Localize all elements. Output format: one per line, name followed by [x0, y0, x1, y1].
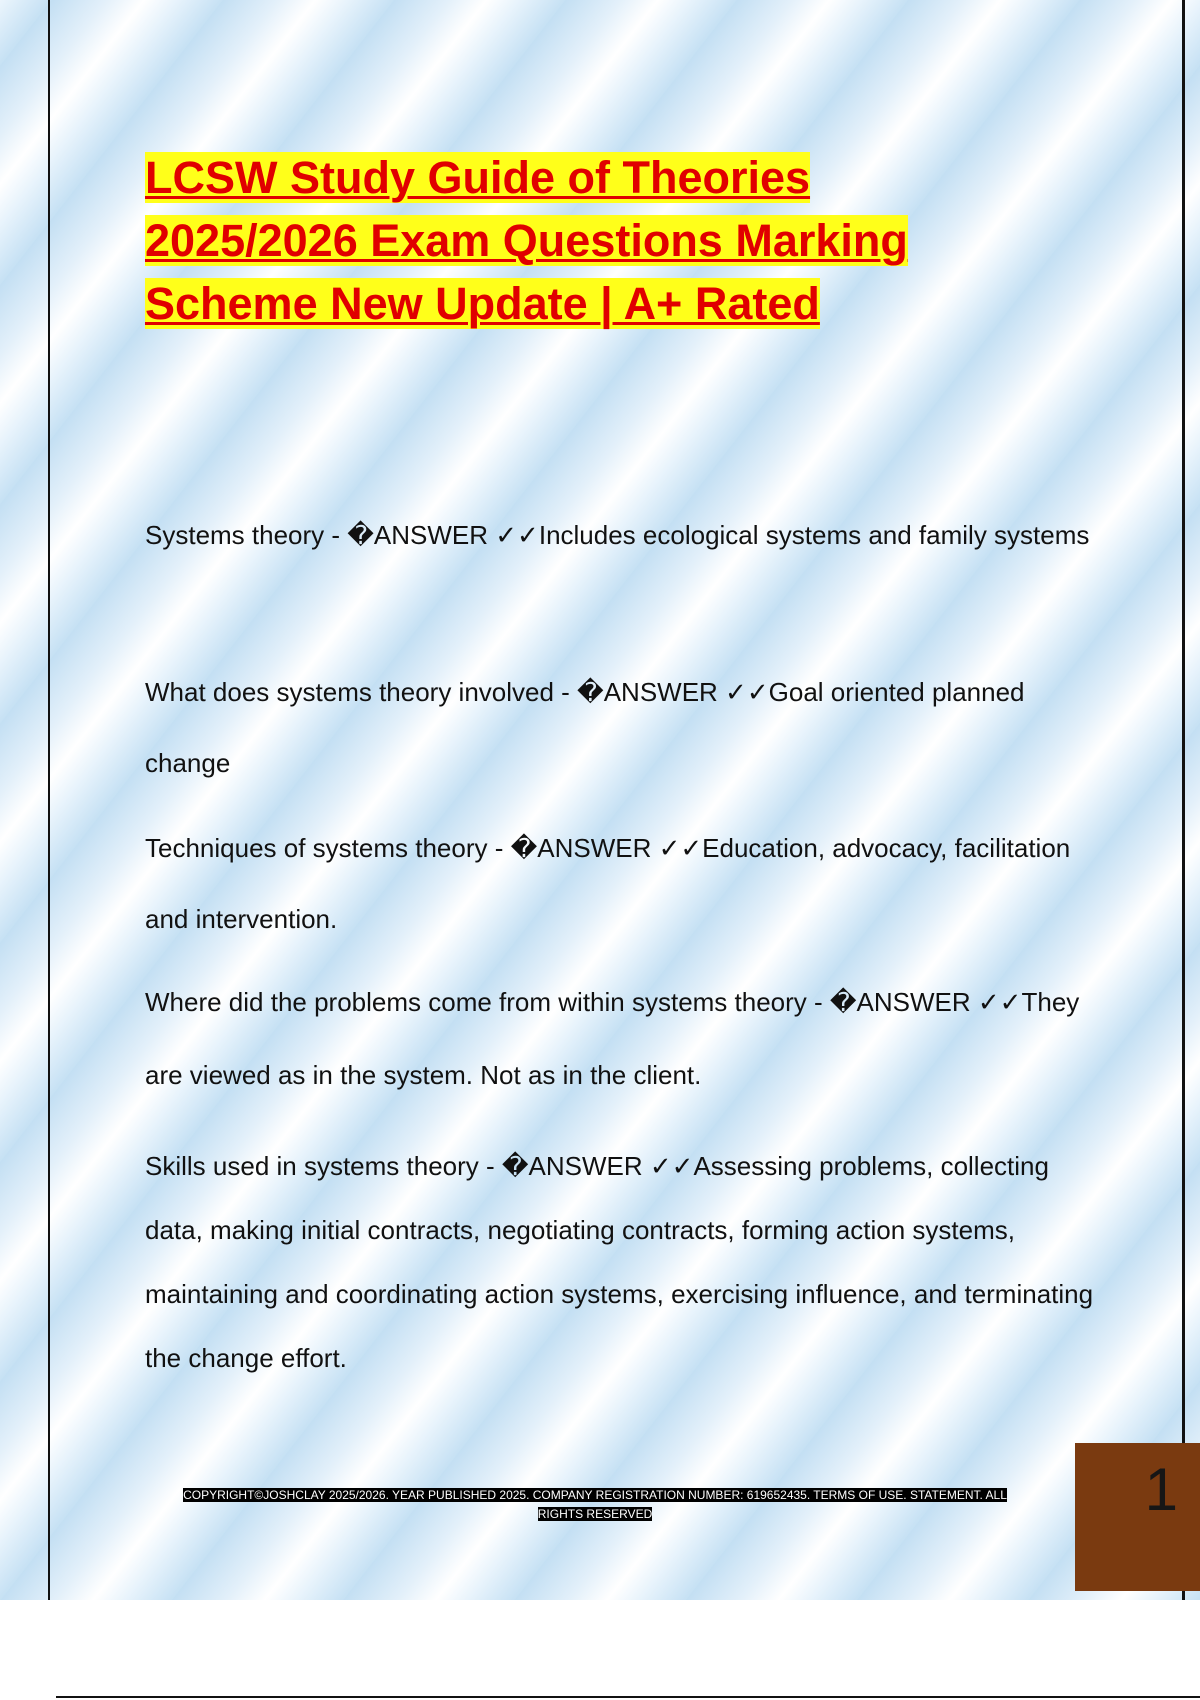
title-line-1: LCSW Study Guide of Theories: [145, 152, 811, 203]
qa-entry-problem-source: Where did the problems come from within systems theory - �ANSWER ✓✓They are viewed as in the system. Not as in the client.: [145, 987, 1080, 1090]
left-margin-rule: [48, 0, 50, 1600]
title-line-2: 2025/2026 Exam Questions Marking: [145, 215, 908, 266]
right-margin-rule: [1182, 0, 1185, 1600]
qa-entry-skills: Skills used in systems theory - �ANSWER ✓✓Assessing problems, collecting data, making initial contracts, negotiating contracts, forming action systems, maintaining and coordinating action systems, exercising influence, and terminating the change effort.: [145, 1151, 1094, 1373]
qa-entry-systems-theory-involves: What does systems theory involved - �ANSWER ✓✓Goal oriented planned change: [145, 677, 1025, 778]
page-number: 1: [1144, 1456, 1178, 1523]
bottom-rule: [56, 1696, 1200, 1698]
document-title: [145, 146, 1045, 335]
qa-entry-techniques: Techniques of systems theory - �ANSWER ✓✓Education, advocacy, facilitation and intervention.: [145, 833, 1071, 934]
qa-entry-systems-theory: Systems theory - �ANSWER ✓✓Includes ecological systems and family systems: [145, 520, 1090, 550]
copyright-text: COPYRIGHT©JOSHCLAY 2025/2026. YEAR PUBLISHED 2025. COMPANY REGISTRATION NUMBER: 619652435. TERMS OF USE. STATEMENT. ALL RIGHTS RESERVED: [183, 1488, 1007, 1521]
title-line-3: Scheme New Update | A+ Rated: [145, 278, 820, 329]
copyright-footer: [178, 1486, 1012, 1524]
